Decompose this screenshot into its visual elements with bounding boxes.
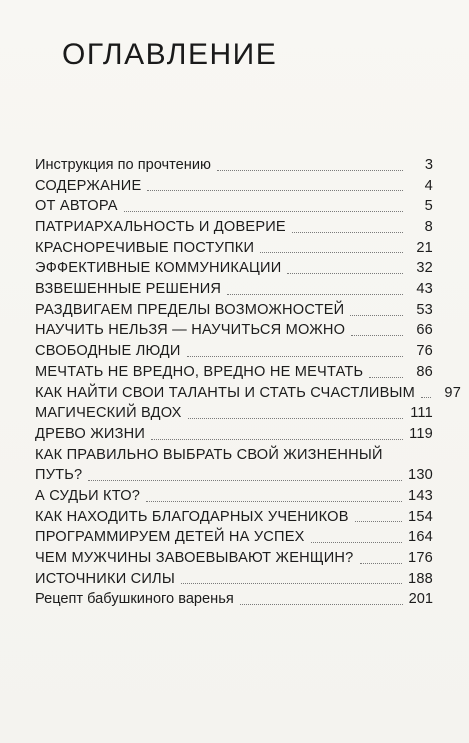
toc-entry-title: КАК НАЙТИ СВОИ ТАЛАНТЫ И СТАТЬ СЧАСТЛИВЫМ: [35, 384, 416, 401]
toc-entry-page: 188: [408, 570, 433, 587]
dot-leader: [146, 501, 402, 502]
toc-entry[interactable]: [35, 238, 433, 259]
toc-entry-title: ВЗВЕШЕННЫЕ РЕШЕНИЯ: [35, 281, 222, 298]
toc-entry-page: 201: [408, 591, 433, 608]
toc-entry[interactable]: [35, 527, 433, 548]
toc-entry-page: 111: [410, 405, 433, 422]
dot-leader: [355, 521, 402, 522]
dot-leader: [227, 294, 403, 295]
dot-leader: [421, 397, 431, 398]
toc-entry[interactable]: [35, 424, 433, 445]
toc-entry-title: СОДЕРЖАНИЕ: [35, 177, 142, 194]
dot-leader: [292, 232, 403, 233]
toc-entry-title: РАЗДВИГАЕМ ПРЕДЕЛЫ ВОЗМОЖНОСТЕЙ: [35, 301, 345, 318]
dot-leader: [217, 170, 403, 171]
dot-leader: [188, 418, 403, 419]
toc-entry-page: 164: [408, 529, 433, 546]
toc-entry-title: ДРЕВО ЖИЗНИ: [35, 425, 146, 442]
toc-entry-title: МЕЧТАТЬ НЕ ВРЕДНО, ВРЕДНО НЕ МЕЧТАТЬ: [35, 363, 364, 380]
toc-entry-page: 86: [416, 363, 433, 380]
toc-entry[interactable]: [35, 383, 462, 404]
dot-leader: [240, 604, 403, 605]
toc-entry-page: 97: [444, 384, 462, 401]
toc-entry-page: 143: [408, 487, 433, 504]
page-title: ОГЛАВЛЕНИЕ: [62, 38, 278, 71]
toc-entry-title: МАГИЧЕСКИЙ ВДОХ: [35, 405, 182, 422]
toc-entry-title: Рецепт бабушкиного варенья: [35, 591, 234, 608]
dot-leader: [369, 377, 403, 378]
toc-entry-page: 66: [416, 322, 433, 339]
toc-entry-page: 154: [408, 508, 433, 525]
toc-entry-page: 176: [408, 550, 433, 567]
dot-leader: [287, 273, 403, 274]
toc-entry[interactable]: [35, 155, 433, 176]
dot-leader: [260, 252, 403, 253]
toc-entry-page: 4: [424, 177, 433, 194]
dot-leader: [88, 480, 402, 481]
toc-entry[interactable]: [35, 279, 433, 300]
toc-entry[interactable]: [35, 507, 433, 528]
dot-leader: [181, 583, 402, 584]
toc-entry-title: ОТ АВТОРА: [35, 198, 118, 215]
toc-entry-title: ПАТРИАРХАЛЬНОСТЬ И ДОВЕРИЕ: [35, 219, 286, 236]
toc-entry[interactable]: [35, 569, 433, 590]
toc-entry-title: ЭФФЕКТИВНЫЕ КОММУНИКАЦИИ: [35, 260, 282, 277]
toc-entry[interactable]: [35, 258, 433, 279]
toc-entry[interactable]: [35, 341, 433, 362]
dot-leader: [311, 542, 402, 543]
toc-entry-title: ИСТОЧНИКИ СИЛЫ: [35, 570, 175, 587]
toc-entry-page: 119: [409, 425, 433, 442]
dot-leader: [351, 335, 403, 336]
toc-entry-title: НАУЧИТЬ НЕЛЬЗЯ — НАУЧИТЬСЯ МОЖНО: [35, 322, 346, 339]
toc-entry-page: 43: [416, 281, 433, 298]
toc-entry[interactable]: [35, 589, 433, 610]
dot-leader: [151, 439, 403, 440]
toc-entry-title: КРАСНОРЕЧИВЫЕ ПОСТУПКИ: [35, 239, 255, 256]
dot-leader: [360, 563, 403, 564]
toc-entry-title: А СУДЬИ КТО?: [35, 487, 141, 504]
toc-entry-page: 5: [424, 198, 433, 215]
toc-entry[interactable]: [35, 486, 433, 507]
toc-entry-title: ПРОГРАММИРУЕМ ДЕТЕЙ НА УСПЕХ: [35, 529, 305, 546]
toc-entry[interactable]: [35, 362, 433, 383]
toc-entry-title: ЧЕМ МУЖЧИНЫ ЗАВОЕВЫВАЮТ ЖЕНЩИН?: [35, 550, 354, 567]
toc-entry[interactable]: [35, 403, 433, 424]
toc-entry-page: 53: [416, 301, 433, 318]
toc-entry-page: 3: [424, 156, 433, 173]
toc-entry-page: 76: [416, 343, 433, 360]
table-of-contents: [35, 155, 462, 610]
toc-entry-page: 21: [416, 239, 433, 256]
toc-entry[interactable]: [35, 300, 433, 321]
toc-entry-page: 130: [408, 467, 433, 484]
toc-entry[interactable]: [35, 321, 433, 342]
dot-leader: [187, 356, 403, 357]
toc-entry[interactable]: [35, 176, 433, 197]
dot-leader: [147, 190, 403, 191]
toc-entry-title: СВОБОДНЫЕ ЛЮДИ: [35, 343, 181, 360]
toc-entry-page: 8: [424, 219, 433, 236]
toc-entry-title: Инструкция по прочтению: [35, 156, 211, 173]
toc-entry-title: КАК ПРАВИЛЬНО ВЫБРАТЬ СВОЙ ЖИЗНЕННЫЙ: [35, 446, 383, 463]
dot-leader: [124, 211, 403, 212]
toc-entry[interactable]: [35, 445, 433, 486]
toc-entry[interactable]: [35, 548, 433, 569]
toc-entry-page: 32: [416, 260, 433, 277]
dot-leader: [350, 315, 403, 316]
toc-entry-title: КАК НАХОДИТЬ БЛАГОДАРНЫХ УЧЕНИКОВ: [35, 508, 349, 525]
toc-entry[interactable]: [35, 196, 433, 217]
toc-entry[interactable]: [35, 217, 433, 238]
toc-entry-title-continued: ПУТЬ?: [35, 467, 83, 484]
